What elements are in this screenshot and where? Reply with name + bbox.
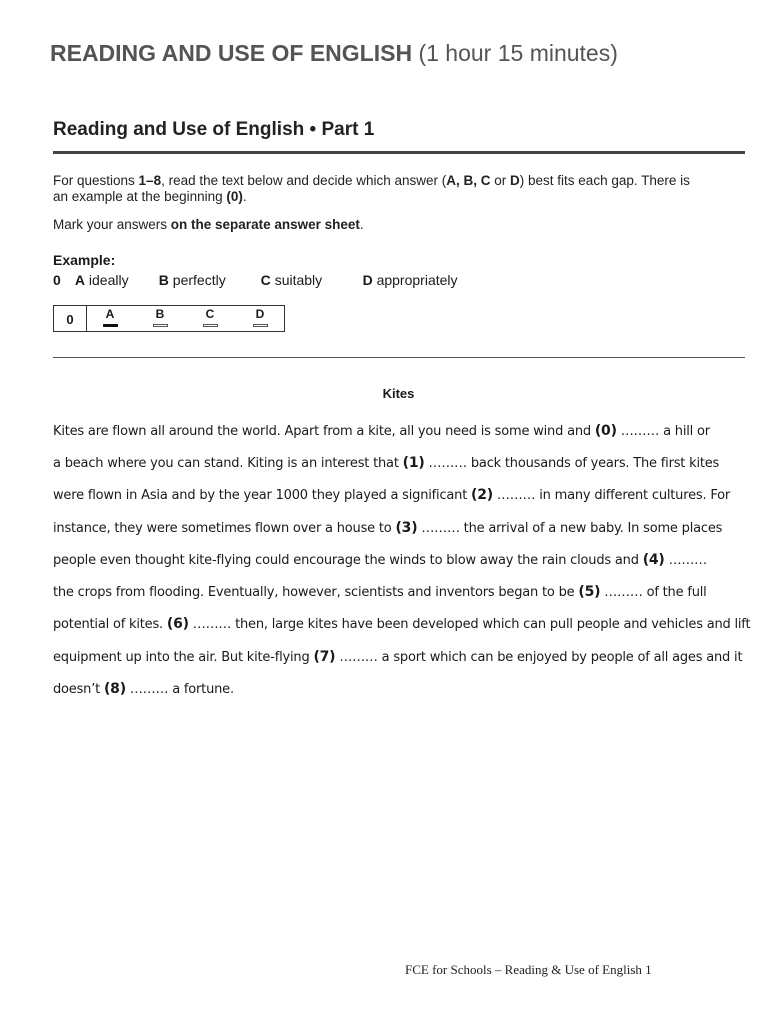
answer-mark-b xyxy=(153,324,168,327)
passage-text: ……… back thousands of years. The first kites xyxy=(424,456,720,471)
example-options xyxy=(53,272,458,288)
gap-number: (4) xyxy=(642,552,665,568)
gap-number: (7) xyxy=(313,649,336,665)
passage-text: ……… then, large kites have been developed which can pull people and vehicles and lift xyxy=(188,617,751,632)
example-option-b: B perfectly xyxy=(158,272,226,288)
page-footer: FCE for Schools – Reading & Use of English 1 xyxy=(405,962,652,977)
passage-text: ……… a sport which can be enjoyed by people of all ages and it xyxy=(335,650,743,665)
passage-text: instance, they were sometimes flown over a house to xyxy=(53,521,396,536)
passage-text: ……… a fortune. xyxy=(125,682,234,697)
passage-text: ……… the arrival of a new baby. In some places xyxy=(417,521,723,536)
answer-option-c[interactable]: C xyxy=(200,307,220,327)
part-title: Reading and Use of English • Part 1 xyxy=(53,119,745,154)
page-header xyxy=(50,40,740,67)
gap-number: (3) xyxy=(395,520,418,536)
text-title: Kites xyxy=(382,386,415,401)
gap-number: (6) xyxy=(166,616,189,632)
passage-line xyxy=(53,584,707,600)
passage-text: ……… xyxy=(664,553,707,568)
passage-text: were flown in Asia and by the year 1000 they played a significant xyxy=(53,488,472,503)
passage-text: people even thought kite-flying could encourage the winds to blow away the rain clouds and xyxy=(53,553,643,568)
gap-number: (5) xyxy=(578,584,601,600)
passage-line xyxy=(53,552,707,568)
passage-line xyxy=(53,423,710,439)
example-answer-box xyxy=(53,305,285,332)
passage-line xyxy=(53,616,750,632)
passage-text: Kites are flown all around the world. Apart from a kite, all you need is some wind and xyxy=(53,424,595,439)
passage-line xyxy=(53,649,742,665)
example-number: 0 xyxy=(53,272,61,288)
answer-option-a[interactable]: A xyxy=(100,307,120,327)
answer-mark-c xyxy=(203,324,218,327)
passage-line xyxy=(53,487,730,503)
instructions-paragraph-1: For questions 1–8, read the text below and decide which answer (A, B, C or D) best fits each gap. There is an example at the beginning (0). xyxy=(53,173,690,204)
gap-number: (2) xyxy=(471,487,493,503)
passage-line xyxy=(53,681,234,697)
header-title: READING AND USE OF ENGLISH xyxy=(50,40,413,66)
passage-text: equipment up into the air. But kite-flying xyxy=(53,650,314,665)
instructions xyxy=(53,173,743,245)
section-divider xyxy=(53,357,745,358)
gap-number: (8) xyxy=(103,681,126,697)
passage-line xyxy=(53,520,722,536)
example-label: Example: xyxy=(53,252,116,268)
instructions-paragraph-2: Mark your answers on the separate answer sheet. xyxy=(53,217,364,232)
passage-line xyxy=(53,455,719,471)
passage-text: the crops from flooding. Eventually, however, scientists and inventors began to be xyxy=(53,585,579,600)
answer-mark-a xyxy=(103,324,118,327)
header-time: (1 hour 15 minutes) xyxy=(418,40,618,66)
passage-text: ……… in many different cultures. For xyxy=(493,488,731,503)
passage-text: potential of kites. xyxy=(53,617,167,632)
answer-box-number: 0 xyxy=(54,306,87,331)
example-option-a: A ideally xyxy=(74,272,129,288)
answer-option-b[interactable]: B xyxy=(150,307,170,327)
example-option-d: D appropriately xyxy=(362,272,458,288)
gap-number: (0) xyxy=(594,423,617,439)
passage-text: ……… a hill or xyxy=(616,424,710,439)
example-option-c: C suitably xyxy=(260,272,323,288)
gap-number: (1) xyxy=(402,455,425,471)
answer-mark-d xyxy=(253,324,268,327)
passage-text: ……… of the full xyxy=(600,585,707,600)
passage-text: doesn’t xyxy=(53,682,104,697)
passage-text: a beach where you can stand. Kiting is an interest that xyxy=(53,456,403,471)
answer-option-d[interactable]: D xyxy=(250,307,270,327)
